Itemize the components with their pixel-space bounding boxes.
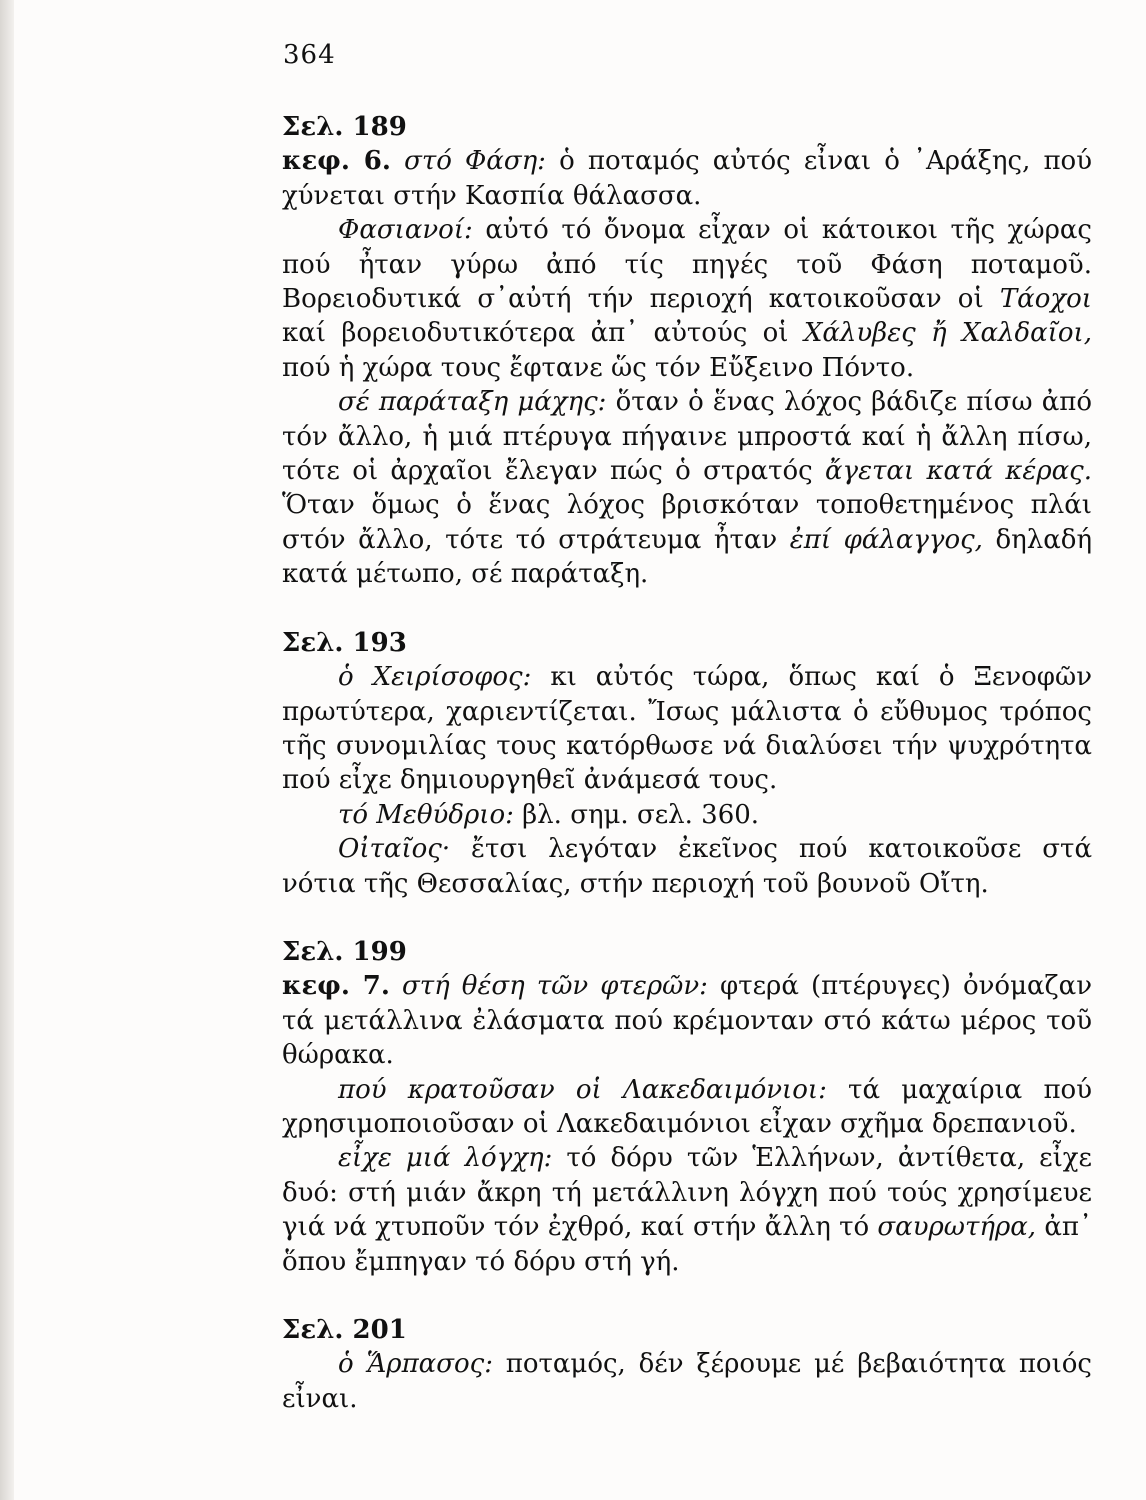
note-term: Τάοχοι bbox=[999, 284, 1092, 315]
note-paragraph bbox=[282, 144, 1092, 213]
note-text: ἀπ᾿ ὅπου ἔμπηγαν τό δόρυ στή γή. bbox=[282, 1212, 1092, 1277]
note-term: ἄγεται κατά κέρας. bbox=[824, 456, 1093, 487]
note-paragraph bbox=[282, 1073, 1092, 1142]
note-text: ὁ ποταμός αὐτός εἶναι ὁ ᾿Αράξης, πού χύνεται στήν Κασπία θάλασσα. bbox=[282, 146, 1093, 211]
chapter-marker: κεφ. 7. bbox=[282, 971, 390, 1002]
note-text: καί βορειοδυτικότερα ἀπ᾿ αὐτούς οἱ bbox=[282, 318, 804, 349]
note-term: Χάλυβες ἤ Χαλδαῖοι, bbox=[803, 318, 1092, 349]
page-gutter-shadow bbox=[0, 0, 14, 1500]
note-text: τό δόρυ τῶν Ἑλλήνων, ἀντίθετα, εἶχε δυό: στή μιάν ἄκρη τή μετάλλινη λόγχη πού τούς χρησίμευε γιά νά χτυποῦν τόν ἐχθρό, καί στήν ἄλλη τό bbox=[282, 1143, 1093, 1243]
note-text: βλ. σημ. σελ. 360. bbox=[513, 799, 760, 830]
note-paragraph bbox=[282, 1347, 1092, 1416]
note-text: κι αὐτός τώρα, ὅπως καί ὁ Ξενοφῶν πρωτύτερα, χαριεντίζεται. Ἴσως μάλιστα ὁ εὔθυμος τρόπος τῆς συνομιλίας τους κατόρθωσε νά διαλύσει τήν ψυχρότητα πού εἶχε δημιουργηθεῖ ἀνάμεσά τους. bbox=[282, 662, 1093, 796]
section-heading: Σελ. 199 bbox=[282, 936, 407, 967]
section-heading: Σελ. 201 bbox=[282, 1315, 407, 1345]
note-text: πού ἡ χώρα τους ἔφτανε ὥς τόν Εὔξεινο Πόντο. bbox=[282, 352, 915, 383]
note-text: τά μαχαίρια πού χρησιμοποιοῦσαν οἱ Λακεδαιμόνιοι εἶχαν σχῆμα δρεπανιοῦ. bbox=[282, 1074, 1093, 1139]
note-text: ποταμός, δέν ξέρουμε μέ βεβαιότητα ποιός εἶναι. bbox=[282, 1349, 1092, 1414]
note-paragraph bbox=[282, 385, 1092, 591]
note-term: ὁ Ἅρπασος: bbox=[338, 1349, 493, 1380]
note-paragraph bbox=[282, 660, 1092, 798]
note-paragraph bbox=[282, 1141, 1092, 1279]
note-paragraph bbox=[282, 832, 1092, 901]
note-text: Ὅταν ὅμως ὁ ἕνας λόχος βρισκόταν τοποθετημένος πλάι στόν ἄλλο, τότε τό στράτευμα ἦταν bbox=[282, 490, 1092, 555]
note-paragraph bbox=[282, 798, 1092, 832]
note-term: τό Μεθύδριο: bbox=[338, 799, 514, 830]
note-term: Φασιανοί: bbox=[338, 215, 473, 246]
section-heading: Σελ. 189 bbox=[282, 112, 407, 142]
note-text: ὅταν ὁ ἕνας λόχος βάδιζε πίσω ἀπό τόν ἄλλο, ἡ μιά πτέρυγα πήγαινε μπροστά καί ἡ ἄλλη πίσω, τότε οἱ ἀρχαῖοι ἔλεγαν πώς ὁ στρατός bbox=[282, 387, 1092, 487]
note-paragraph bbox=[282, 969, 1092, 1072]
note-text: αὐτό τό ὄνομα εἶχαν οἱ κάτοικοι τῆς χώρας πού ἦταν γύρω ἀπό τίς πηγές τοῦ Φάση ποταμοῦ. Βορειοδυτικά σ᾿αὐτή τήν περιοχή κατοικοῦσαν οἱ bbox=[282, 215, 1092, 315]
note-term: σαυρωτήρα, bbox=[877, 1212, 1037, 1243]
note-term: σέ παράταξη μάχης: bbox=[338, 387, 607, 418]
notes-body bbox=[282, 110, 1092, 1416]
note-term: Οἰταῖος· bbox=[338, 834, 451, 865]
note-term: πού κρατοῦσαν οἱ Λακεδαιμόνιοι: bbox=[338, 1074, 827, 1105]
chapter-marker: κεφ. 6. bbox=[282, 146, 391, 177]
note-term: εἶχε μιά λόγχη: bbox=[338, 1143, 553, 1174]
note-paragraph bbox=[282, 213, 1092, 385]
note-text: δηλαδή κατά μέτωπο, σέ παράταξη. bbox=[282, 524, 1093, 590]
section-heading: Σελ. 193 bbox=[282, 627, 407, 658]
note-term: ἐπί φάλαγγος, bbox=[789, 524, 983, 555]
note-text: φτερά (πτέρυγες) ὀνόμαζαν τά μετάλλινα ἐλάσματα πού κρέμονταν στό κάτω μέρος τοῦ θώρακα. bbox=[282, 971, 1092, 1071]
note-text: ἔτσι λεγόταν ἐκεῖνος πού κατοικοῦσε στά νότια τῆς Θεσσαλίας, στήν περιοχή τοῦ βουνοῦ Οἴτη. bbox=[282, 834, 1092, 899]
note-term: στή θέση τῶν φτερῶν: bbox=[402, 971, 708, 1002]
note-term: ὁ Χειρίσοφος: bbox=[338, 662, 532, 693]
note-term: στό Φάση: bbox=[404, 146, 546, 177]
page-number: 364 bbox=[283, 40, 336, 70]
